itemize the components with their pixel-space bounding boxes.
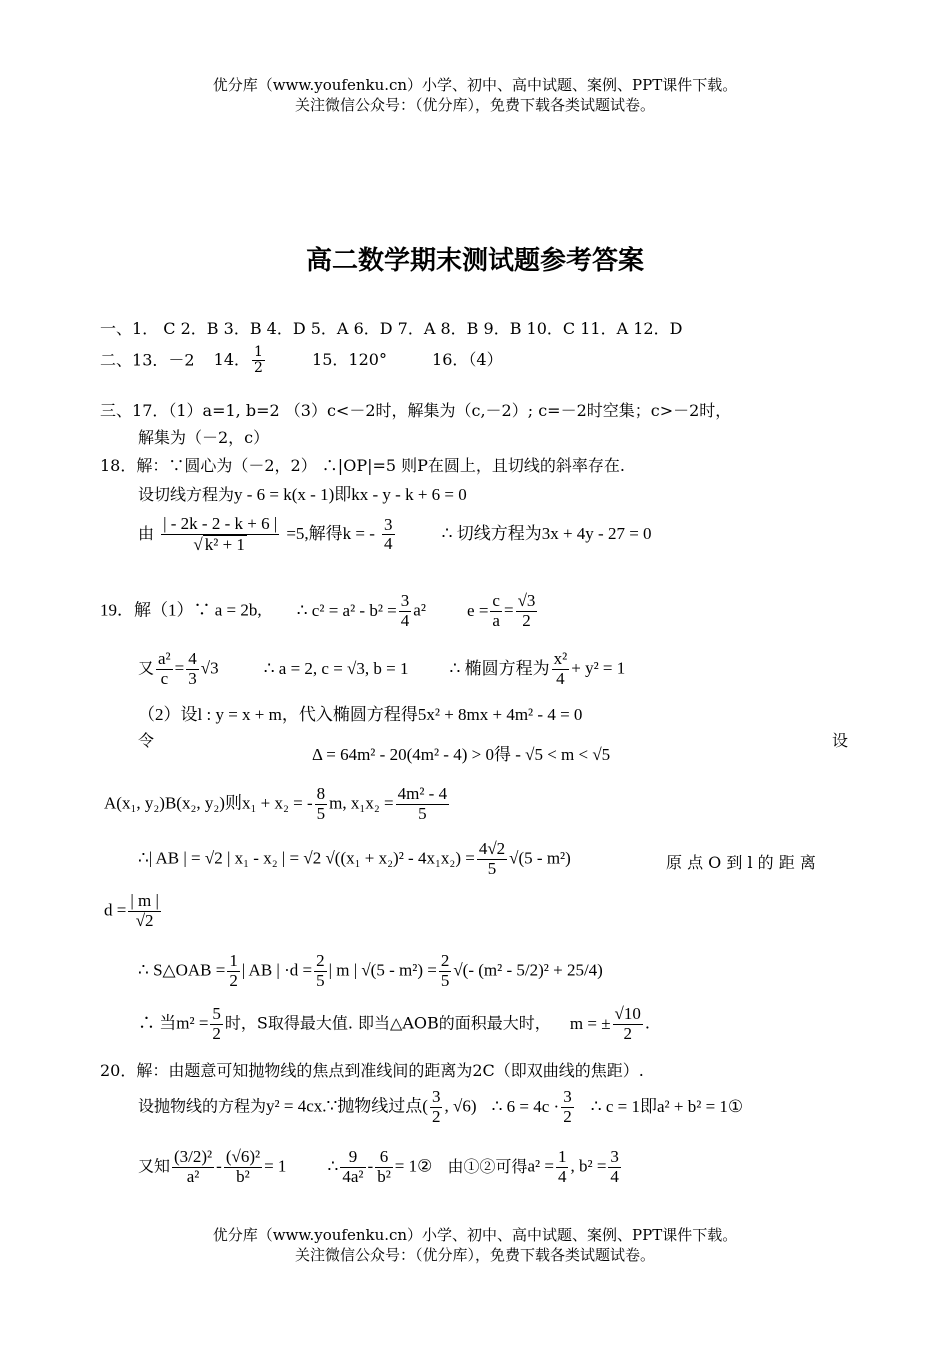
discriminant: Δ = 64m² - 20(4m² - 4) > 0得 - √5 < m < √5	[312, 745, 611, 764]
vieta-product: m, x₁x₂ =	[329, 793, 394, 813]
sqrt-three: √3	[200, 658, 219, 678]
equals-one: = 1	[264, 1156, 287, 1176]
a-squared-eq: a² =	[527, 1156, 554, 1176]
from-1-2: 由①②可得	[447, 1156, 528, 1176]
m-fraction	[613, 1005, 643, 1043]
frac-num: 4	[188, 649, 197, 668]
equals: =	[174, 658, 185, 678]
frac-num: 1	[229, 951, 238, 970]
q19-line-8	[138, 952, 603, 990]
frac-num: (√6)²	[225, 1147, 261, 1166]
frac-den: 4a²	[342, 1166, 364, 1186]
three-halves	[561, 1088, 574, 1126]
c-result: ∴ c = 1即a² + b² = 1①	[590, 1096, 744, 1116]
m-over-sqrt2	[128, 892, 161, 930]
two-fifths-b	[439, 952, 452, 990]
header-line-1: 优分库（www.youfenku.cn）小学、初中、高中试题、案例、PPT课件下载。	[212, 76, 738, 94]
page-title: 高二数学期末测试题参考答案	[305, 246, 644, 276]
frac-den: 4	[556, 668, 565, 688]
frac-num: 4m² - 4	[397, 784, 448, 803]
frac-num: 9	[340, 1148, 365, 1168]
q19-line-6	[138, 840, 571, 878]
a-squared: a²	[413, 600, 426, 620]
frac-num: 3	[384, 514, 393, 534]
frac-num: 3	[400, 591, 410, 610]
frac-den: 2	[229, 970, 238, 990]
area-mid: | AB | ·d =	[241, 960, 313, 980]
frac-den: b²	[377, 1166, 391, 1186]
q18-line-1: 18．解：∵圆心为（－2，2） ∴|OP|=5 则P在圆上，且切线的斜率存在.	[100, 456, 625, 475]
q19-again: 又	[138, 658, 155, 678]
distance-fraction	[161, 515, 279, 554]
origin-distance-label: 原 点 O 到 l 的 距 离	[666, 853, 816, 872]
footer-line-2: 关注微信公众号：（优分库），免费下载各类试题试卷。	[294, 1246, 655, 1264]
a-value	[556, 1148, 569, 1186]
area-sqrt: √(- (m² - 5/2)² + 25/4)	[453, 960, 603, 980]
c-squared: ∴ c² = a² - b² =	[296, 600, 397, 620]
choice-answers: 1． C 2．B 3．B 4．D 5．A 6．D 7．A 8．B 9．B 10．C 11．A 12．D	[132, 319, 683, 338]
q17-text-2: 解集为（－2，c）	[138, 428, 270, 447]
equals: =	[503, 600, 514, 620]
q19-set: 设	[832, 731, 849, 750]
frac-den: 4	[384, 534, 393, 554]
minus: -	[216, 1156, 222, 1176]
q20-line-2	[138, 1088, 743, 1126]
chord-coef	[477, 840, 507, 878]
frac-den: 2	[431, 1106, 441, 1126]
c-equation: ∴ 6 = 4c ·	[491, 1096, 560, 1116]
q19-line-2	[138, 650, 625, 688]
frac-den: 4	[610, 1166, 619, 1186]
frac-4	[375, 1148, 393, 1186]
answer-14-label: 14．	[213, 350, 251, 370]
frac-num: √10	[614, 1004, 641, 1023]
frac-1	[172, 1148, 214, 1186]
frac-den: 5	[487, 858, 497, 878]
one-half	[227, 952, 240, 990]
frac-num: 2	[440, 951, 450, 970]
answer-14-fraction	[252, 345, 265, 377]
therefore: ∴	[327, 1156, 339, 1176]
eight-fifths	[315, 785, 328, 823]
frac-num: 3	[563, 1087, 572, 1106]
chord-sqrt: √(5 - m²)	[509, 848, 571, 868]
frac-num: 1	[254, 344, 263, 360]
area-label: ∴ S△OAB =	[138, 960, 226, 980]
q19-line-9: ∴ 当m² = $\frac{5}{2}$ 时，S取得最大值. 即当△AOB的面积最大时， m = ± $\frac{√10}{2}$ .	[138, 1004, 650, 1043]
q18-by: 由	[138, 524, 155, 544]
q19-line-3: （2）设l : y = x + m，代入椭圆方程得5x² + 8mx + 4m² - 4 = 0	[138, 705, 583, 724]
q20-line-3	[138, 1148, 623, 1186]
frac-2	[224, 1148, 262, 1186]
x2-over-4	[552, 650, 570, 688]
frac-num: 1	[557, 1147, 567, 1166]
frac-num: 3	[431, 1087, 441, 1106]
product-fraction	[396, 785, 449, 823]
m-value: m = ±	[569, 1013, 611, 1033]
q19-line-1	[100, 592, 539, 630]
section-3-prefix: 三、	[100, 401, 133, 420]
b-squared-eq: , b² =	[570, 1156, 607, 1176]
a2-over-c	[156, 650, 173, 688]
frac-den: 5	[418, 803, 427, 823]
frac-num: | - 2k - 2 - k + 6 |	[163, 514, 278, 533]
frac-num: (3/2)²	[174, 1147, 213, 1166]
vieta-sum: A(x₁, y₂)B(x₂, y₂)则x₁ + x₂ = -	[104, 793, 313, 813]
five-halves	[210, 1005, 223, 1043]
b-value	[608, 1148, 621, 1186]
frac-num: | m |	[130, 891, 159, 910]
four-thirds	[186, 650, 199, 688]
frac-num: a²	[158, 649, 171, 668]
q20-line-1: 20．解：由题意可知抛物线的焦点到准线间的距离为2C（即双曲线的焦距）.	[100, 1061, 644, 1080]
distance-d: d =	[104, 900, 127, 920]
sqrt-body: k² + 1	[204, 534, 245, 554]
frac-den: 2	[522, 610, 531, 630]
section-3-q17-line-1	[100, 398, 731, 421]
q18-line-2	[138, 480, 467, 505]
c-over-a	[490, 592, 502, 630]
tangent-equation: y - 6 = k(x - 1)即kx - y - k + 6 = 0	[234, 485, 467, 504]
frac-den: 2	[623, 1023, 632, 1043]
q19-let: 令	[138, 731, 155, 750]
q19-given: 19．解（1）∵ a = 2b,	[100, 600, 262, 620]
solve-k: =5,解得k = -	[286, 524, 375, 544]
frac-num: x²	[553, 649, 568, 668]
section-1-prefix: 一、	[100, 319, 133, 338]
when-m2: ∴ 当m² =	[138, 1013, 209, 1033]
frac-den: a²	[186, 1166, 200, 1186]
point-y: , √6)	[444, 1096, 477, 1116]
e-value	[516, 592, 538, 630]
area-mid-2: | m | √(5 - m²) =	[328, 960, 437, 980]
answer-15: 15．120°	[312, 350, 387, 370]
frac-num: 5	[212, 1004, 221, 1023]
frac-den: √2	[135, 910, 154, 930]
q18-line-3	[138, 515, 652, 554]
frac-num: c	[492, 591, 500, 610]
frac-den: 4	[400, 610, 410, 630]
max-area-text: 时，S取得最大值. 即当△AOB的面积最大时，	[224, 1013, 551, 1033]
frac-num: 3	[610, 1147, 619, 1166]
section-2	[100, 345, 503, 377]
three-quarters	[399, 592, 412, 630]
frac-den: 4	[557, 1166, 567, 1186]
k-fraction	[382, 516, 395, 554]
frac-num: 6	[375, 1148, 393, 1168]
frac-num: 8	[316, 784, 326, 803]
two-fifths-a	[314, 952, 327, 990]
frac-den: b²	[236, 1166, 250, 1186]
equation-2: = 1②	[394, 1156, 433, 1176]
q19-line-7	[104, 892, 163, 930]
frac-den: 5	[440, 970, 450, 990]
footer-line-1: 优分库（www.youfenku.cn）小学、初中、高中试题、案例、PPT课件下载。	[212, 1226, 738, 1244]
q17-text-1: 17．（1）a=1, b=2 （3）c<－2时，解集为（c,－2）; c=－2时空集；c>－2时，	[132, 401, 732, 420]
frac-den: 2	[254, 360, 263, 377]
q19-line-5	[104, 785, 451, 823]
frac-den: 5	[316, 970, 325, 990]
abc-values: ∴ a = 2, c = √3, b = 1	[263, 658, 409, 678]
chord-length: ∴| AB | = √2 | x₁ - x₂ | = √2 √((x₁ + x₂)² - 4x₁x₂) =	[138, 848, 475, 868]
frac-den: a	[492, 610, 500, 630]
answer-16: 16．（4）	[432, 350, 503, 370]
q20-known: 又知	[138, 1156, 171, 1176]
ellipse-label: ∴ 椭圆方程为	[449, 658, 550, 678]
frac-num: 2	[316, 951, 325, 970]
minus: -	[367, 1156, 374, 1176]
frac-3	[340, 1148, 365, 1186]
header-line-2: 关注微信公众号：（优分库），免费下载各类试题试卷。	[294, 96, 655, 114]
section-1	[100, 316, 682, 339]
frac-den: 3	[188, 668, 197, 688]
frac-num: 4√2	[478, 839, 506, 858]
eccentricity: e =	[467, 600, 489, 620]
frac-den: 2	[563, 1106, 572, 1126]
frac-den: √ k² + 1	[193, 534, 245, 554]
ellipse-tail: + y² = 1	[571, 658, 626, 678]
point-x	[430, 1088, 443, 1126]
frac-den: c	[160, 668, 169, 688]
q18-line-2-text: 设切线方程为	[138, 485, 235, 504]
frac-den: 5	[316, 803, 326, 823]
q20-line-2-text: 设抛物线的方程为	[138, 1096, 267, 1116]
tangent-result: ∴ 切线方程为3x + 4y - 27 = 0	[441, 524, 652, 544]
section-2-prefix: 二、	[100, 350, 133, 370]
parabola-equation: y² = 4cx.∵抛物线过点(	[266, 1096, 428, 1116]
frac-den: 2	[212, 1023, 221, 1043]
frac-num: √3	[517, 591, 536, 610]
answer-13: 13．－2	[132, 350, 195, 370]
